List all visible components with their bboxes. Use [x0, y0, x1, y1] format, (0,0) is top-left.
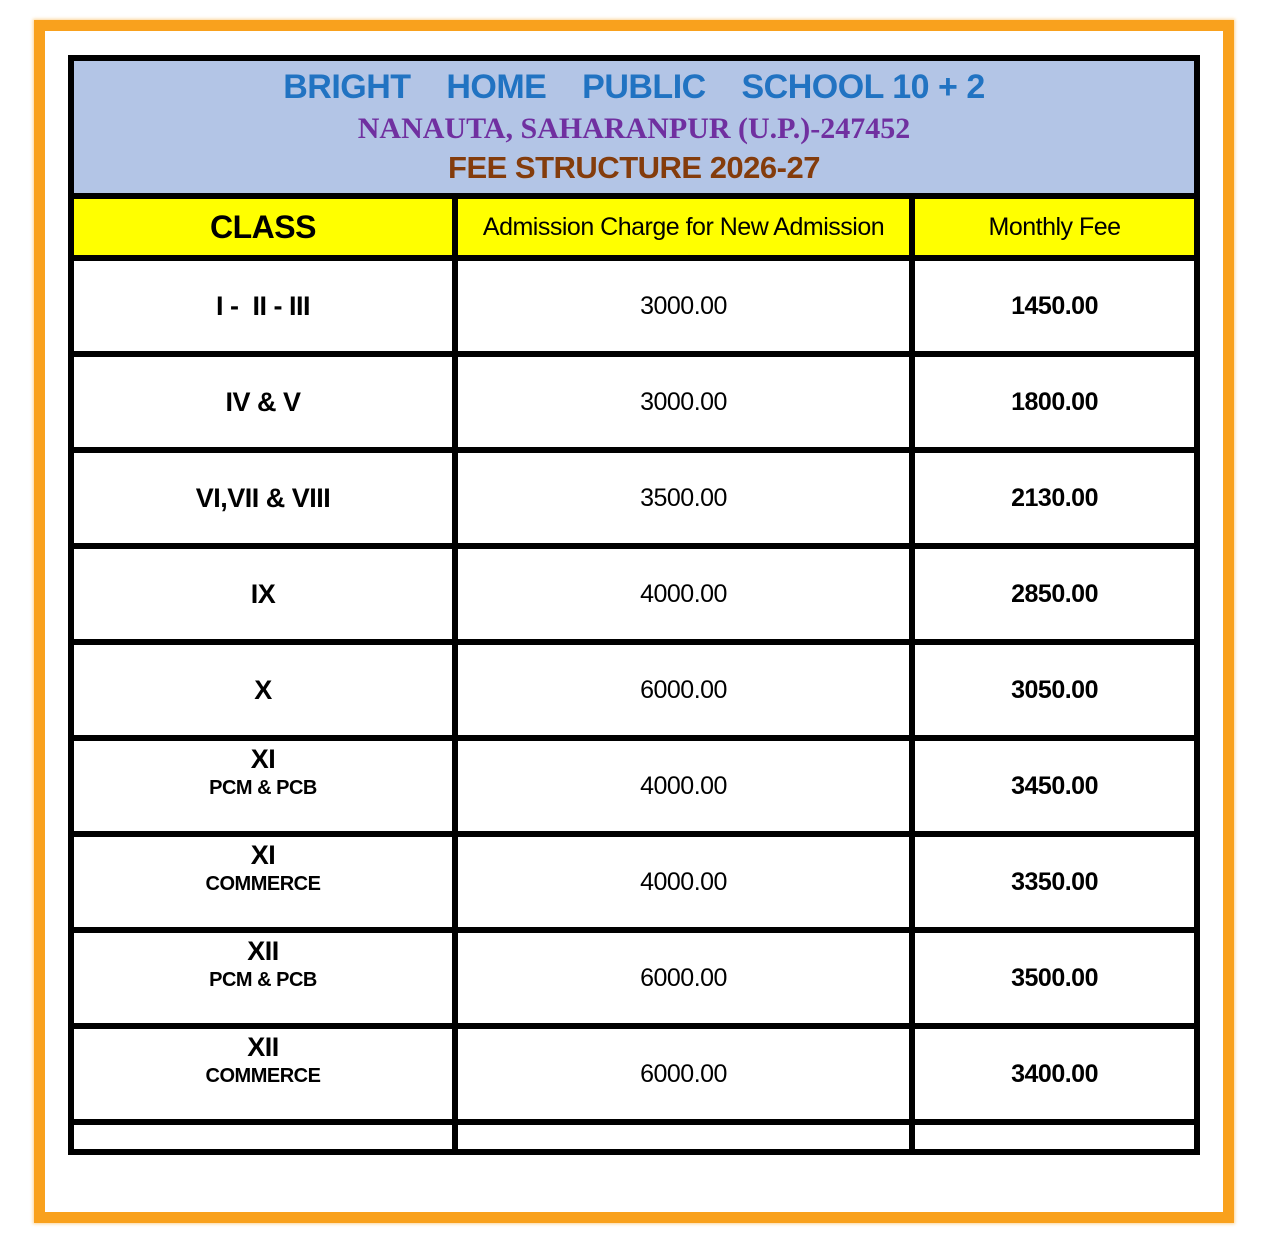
monthly-fee-value: 3050.00: [912, 642, 1197, 738]
class-label: X: [254, 674, 272, 705]
table-row: [71, 354, 1197, 450]
class-cell: [71, 1026, 455, 1122]
class-cell: [71, 930, 455, 1026]
class-stream-label: COMMERCE: [205, 873, 321, 895]
table-row-empty: [71, 1122, 1197, 1152]
school-name: BRIGHT HOME PUBLIC SCHOOL 10 + 2: [283, 68, 985, 106]
table-row: [71, 738, 1197, 834]
page-title: FEE STRUCTURE 2026-27: [448, 150, 820, 185]
monthly-fee-value: 3350.00: [912, 834, 1197, 930]
class-cell: [71, 834, 455, 930]
class-label: XI: [250, 744, 276, 774]
class-cell: [71, 450, 455, 546]
table-row: [71, 642, 1197, 738]
school-address: NANAUTA, SAHARANPUR (U.P.)-247452: [357, 112, 911, 145]
title-band: [71, 58, 1197, 196]
class-cell: [71, 738, 455, 834]
class-label: XI: [250, 840, 276, 870]
admission-charge-value: 3500.00: [455, 450, 912, 546]
class-label: IV & V: [225, 386, 301, 417]
table-row: [71, 930, 1197, 1026]
admission-charge-value: [455, 1122, 912, 1152]
class-cell: [71, 546, 455, 642]
monthly-fee-value: 3450.00: [912, 738, 1197, 834]
column-header-monthly: Monthly Fee: [912, 196, 1197, 258]
monthly-fee-value: 3400.00: [912, 1026, 1197, 1122]
admission-charge-value: 3000.00: [455, 354, 912, 450]
table-row: [71, 834, 1197, 930]
table-row: [71, 450, 1197, 546]
class-cell: [71, 258, 455, 354]
admission-charge-value: 3000.00: [455, 258, 912, 354]
class-stream-label: PCM & PCB: [209, 969, 317, 991]
class-label: XII: [247, 936, 279, 966]
class-stream-label: COMMERCE: [205, 1065, 321, 1087]
monthly-fee-value: [912, 1122, 1197, 1152]
admission-charge-value: 4000.00: [455, 546, 912, 642]
column-header-row: [71, 196, 1197, 258]
table-row: [71, 546, 1197, 642]
column-header-admission: Admission Charge for New Admission: [455, 196, 912, 258]
admission-charge-value: 4000.00: [455, 738, 912, 834]
monthly-fee-value: 2130.00: [912, 450, 1197, 546]
class-label: VI,VII & VIII: [195, 482, 331, 513]
admission-charge-value: 6000.00: [455, 1026, 912, 1122]
class-cell: [71, 354, 455, 450]
class-label: XII: [247, 1032, 279, 1062]
column-header-class: CLASS: [71, 196, 455, 258]
monthly-fee-value: 1800.00: [912, 354, 1197, 450]
admission-charge-value: 6000.00: [455, 642, 912, 738]
monthly-fee-value: 2850.00: [912, 546, 1197, 642]
class-stream-label: PCM & PCB: [209, 777, 317, 799]
admission-charge-value: 6000.00: [455, 930, 912, 1026]
fee-structure-table: [68, 55, 1200, 1155]
class-label: IX: [250, 578, 276, 609]
class-cell: [71, 642, 455, 738]
monthly-fee-value: 3500.00: [912, 930, 1197, 1026]
title-band-cell: [71, 58, 1197, 196]
class-cell: [71, 1122, 455, 1152]
admission-charge-value: 4000.00: [455, 834, 912, 930]
table-row: [71, 1026, 1197, 1122]
monthly-fee-value: 1450.00: [912, 258, 1197, 354]
class-label: I - II - III: [215, 290, 310, 321]
table-row: [71, 258, 1197, 354]
